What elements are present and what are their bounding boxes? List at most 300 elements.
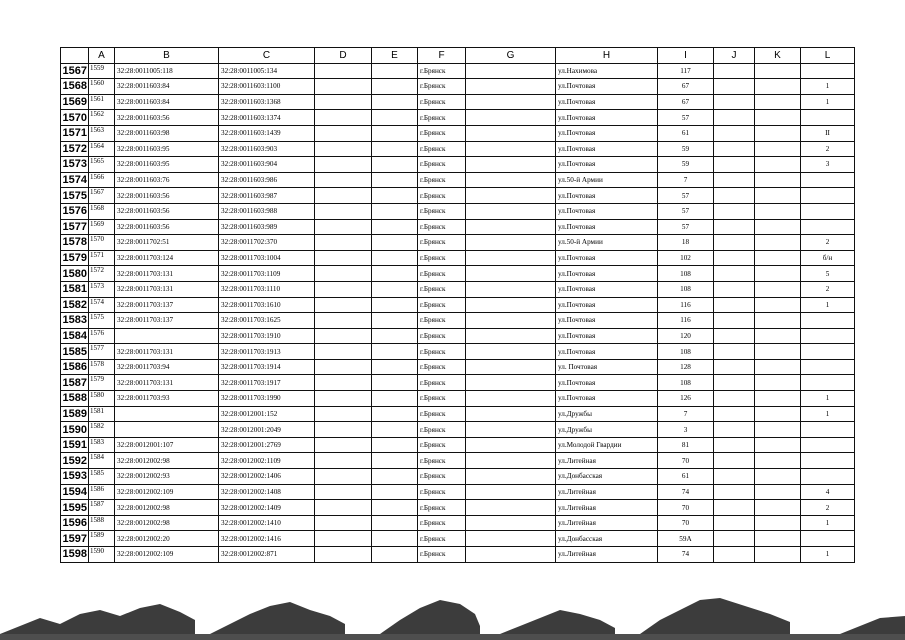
- cell-a[interactable]: 1572: [89, 266, 115, 282]
- cell-d[interactable]: [315, 375, 372, 391]
- row-number[interactable]: 1578: [61, 235, 89, 251]
- cell-b[interactable]: 32:28:0012002:109: [115, 484, 219, 500]
- cell-a[interactable]: 1568: [89, 203, 115, 219]
- cell-l[interactable]: II: [801, 125, 855, 141]
- cell-c[interactable]: 32:28:0011703:1990: [219, 391, 315, 407]
- cell-k[interactable]: [755, 453, 801, 469]
- cell-h[interactable]: ул.Литейная: [556, 453, 658, 469]
- cell-a[interactable]: 1583: [89, 437, 115, 453]
- cell-j[interactable]: [714, 515, 755, 531]
- cell-k[interactable]: [755, 188, 801, 204]
- cell-d[interactable]: [315, 453, 372, 469]
- cell-d[interactable]: [315, 250, 372, 266]
- cell-i[interactable]: 57: [658, 188, 714, 204]
- cell-i[interactable]: 67: [658, 79, 714, 95]
- cell-b[interactable]: [115, 406, 219, 422]
- cell-a[interactable]: 1567: [89, 188, 115, 204]
- cell-l[interactable]: [801, 110, 855, 126]
- cell-h[interactable]: ул.Почтовая: [556, 203, 658, 219]
- row-number[interactable]: 1598: [61, 547, 89, 563]
- cell-a[interactable]: 1569: [89, 219, 115, 235]
- row-number[interactable]: 1568: [61, 79, 89, 95]
- cell-e[interactable]: [372, 266, 418, 282]
- cell-k[interactable]: [755, 328, 801, 344]
- cell-a[interactable]: 1585: [89, 469, 115, 485]
- cell-e[interactable]: [372, 219, 418, 235]
- cell-f[interactable]: г.Брянск: [418, 266, 466, 282]
- cell-a[interactable]: 1573: [89, 281, 115, 297]
- cell-g[interactable]: [466, 515, 556, 531]
- cell-e[interactable]: [372, 94, 418, 110]
- cell-a[interactable]: 1566: [89, 172, 115, 188]
- cell-l[interactable]: 5: [801, 266, 855, 282]
- cell-j[interactable]: [714, 63, 755, 79]
- cell-i[interactable]: 108: [658, 344, 714, 360]
- cell-a[interactable]: 1564: [89, 141, 115, 157]
- cell-j[interactable]: [714, 437, 755, 453]
- cell-h[interactable]: ул.Литейная: [556, 500, 658, 516]
- cell-e[interactable]: [372, 406, 418, 422]
- cell-f[interactable]: г.Брянск: [418, 297, 466, 313]
- cell-b[interactable]: 32:28:0011603:84: [115, 94, 219, 110]
- row-number[interactable]: 1582: [61, 297, 89, 313]
- cell-e[interactable]: [372, 63, 418, 79]
- cell-f[interactable]: г.Брянск: [418, 469, 466, 485]
- cell-b[interactable]: 32:28:0011603:56: [115, 110, 219, 126]
- cell-f[interactable]: г.Брянск: [418, 125, 466, 141]
- cell-h[interactable]: ул.Почтовая: [556, 281, 658, 297]
- cell-l[interactable]: 1: [801, 406, 855, 422]
- cell-c[interactable]: 32:28:0012001:2769: [219, 437, 315, 453]
- cell-b[interactable]: 32:28:0011603:98: [115, 125, 219, 141]
- row-number[interactable]: 1596: [61, 515, 89, 531]
- cell-d[interactable]: [315, 79, 372, 95]
- cell-b[interactable]: 32:28:0011603:56: [115, 188, 219, 204]
- cell-j[interactable]: [714, 500, 755, 516]
- column-header-g[interactable]: G: [466, 48, 556, 64]
- cell-i[interactable]: 70: [658, 453, 714, 469]
- cell-d[interactable]: [315, 157, 372, 173]
- cell-g[interactable]: [466, 110, 556, 126]
- cell-c[interactable]: 32:28:0011603:1368: [219, 94, 315, 110]
- cell-a[interactable]: 1576: [89, 328, 115, 344]
- cell-a[interactable]: 1578: [89, 359, 115, 375]
- cell-k[interactable]: [755, 313, 801, 329]
- cell-c[interactable]: 32:28:0011703:1910: [219, 328, 315, 344]
- cell-f[interactable]: г.Брянск: [418, 281, 466, 297]
- row-number[interactable]: 1593: [61, 469, 89, 485]
- cell-g[interactable]: [466, 547, 556, 563]
- column-header-j[interactable]: J: [714, 48, 755, 64]
- cell-g[interactable]: [466, 344, 556, 360]
- cell-j[interactable]: [714, 422, 755, 438]
- cell-j[interactable]: [714, 344, 755, 360]
- cell-c[interactable]: 32:28:0012001:152: [219, 406, 315, 422]
- cell-h[interactable]: ул.Почтовая: [556, 313, 658, 329]
- cell-j[interactable]: [714, 547, 755, 563]
- cell-b[interactable]: 32:28:0011703:131: [115, 344, 219, 360]
- cell-i[interactable]: 61: [658, 469, 714, 485]
- cell-f[interactable]: г.Брянск: [418, 515, 466, 531]
- cell-k[interactable]: [755, 172, 801, 188]
- cell-g[interactable]: [466, 313, 556, 329]
- cell-f[interactable]: г.Брянск: [418, 422, 466, 438]
- cell-e[interactable]: [372, 79, 418, 95]
- cell-c[interactable]: 32:28:0011703:1914: [219, 359, 315, 375]
- cell-l[interactable]: [801, 219, 855, 235]
- cell-g[interactable]: [466, 63, 556, 79]
- cell-k[interactable]: [755, 281, 801, 297]
- cell-k[interactable]: [755, 500, 801, 516]
- cell-c[interactable]: 32:28:0011603:987: [219, 188, 315, 204]
- cell-e[interactable]: [372, 547, 418, 563]
- row-number[interactable]: 1585: [61, 344, 89, 360]
- cell-b[interactable]: 32:28:0011703:131: [115, 266, 219, 282]
- cell-k[interactable]: [755, 406, 801, 422]
- cell-j[interactable]: [714, 219, 755, 235]
- cell-a[interactable]: 1565: [89, 157, 115, 173]
- cell-j[interactable]: [714, 203, 755, 219]
- cell-e[interactable]: [372, 125, 418, 141]
- cell-h[interactable]: ул.Почтовая: [556, 94, 658, 110]
- cell-a[interactable]: 1580: [89, 391, 115, 407]
- cell-i[interactable]: 108: [658, 375, 714, 391]
- cell-e[interactable]: [372, 375, 418, 391]
- cell-f[interactable]: г.Брянск: [418, 141, 466, 157]
- cell-b[interactable]: 32:28:0012002:20: [115, 531, 219, 547]
- cell-b[interactable]: 32:28:0011603:95: [115, 157, 219, 173]
- cell-c[interactable]: 32:28:0011603:986: [219, 172, 315, 188]
- cell-j[interactable]: [714, 328, 755, 344]
- cell-b[interactable]: 32:28:0011603:76: [115, 172, 219, 188]
- cell-i[interactable]: 59А: [658, 531, 714, 547]
- cell-h[interactable]: ул.Донбасская: [556, 531, 658, 547]
- cell-d[interactable]: [315, 515, 372, 531]
- cell-e[interactable]: [372, 422, 418, 438]
- cell-h[interactable]: ул.50-й Армии: [556, 172, 658, 188]
- cell-e[interactable]: [372, 188, 418, 204]
- cell-l[interactable]: [801, 453, 855, 469]
- cell-l[interactable]: 1: [801, 391, 855, 407]
- cell-k[interactable]: [755, 375, 801, 391]
- cell-h[interactable]: ул.Литейная: [556, 484, 658, 500]
- cell-e[interactable]: [372, 281, 418, 297]
- cell-d[interactable]: [315, 547, 372, 563]
- cell-f[interactable]: г.Брянск: [418, 188, 466, 204]
- cell-g[interactable]: [466, 359, 556, 375]
- cell-d[interactable]: [315, 172, 372, 188]
- cell-d[interactable]: [315, 110, 372, 126]
- cell-h[interactable]: ул.Почтовая: [556, 125, 658, 141]
- row-number[interactable]: 1583: [61, 313, 89, 329]
- cell-i[interactable]: 70: [658, 515, 714, 531]
- cell-j[interactable]: [714, 94, 755, 110]
- cell-i[interactable]: 128: [658, 359, 714, 375]
- cell-e[interactable]: [372, 297, 418, 313]
- column-header-k[interactable]: K: [755, 48, 801, 64]
- cell-l[interactable]: 1: [801, 547, 855, 563]
- row-number[interactable]: 1586: [61, 359, 89, 375]
- cell-i[interactable]: 67: [658, 94, 714, 110]
- cell-h[interactable]: ул.Почтовая: [556, 141, 658, 157]
- cell-b[interactable]: 32:28:0011703:137: [115, 313, 219, 329]
- cell-c[interactable]: 32:28:0012002:1406: [219, 469, 315, 485]
- cell-j[interactable]: [714, 297, 755, 313]
- cell-k[interactable]: [755, 359, 801, 375]
- row-number[interactable]: 1576: [61, 203, 89, 219]
- cell-j[interactable]: [714, 188, 755, 204]
- cell-b[interactable]: 32:28:0012002:98: [115, 453, 219, 469]
- cell-l[interactable]: [801, 531, 855, 547]
- cell-h[interactable]: ул.Почтовая: [556, 297, 658, 313]
- cell-f[interactable]: г.Брянск: [418, 500, 466, 516]
- cell-c[interactable]: 32:28:0012002:871: [219, 547, 315, 563]
- cell-e[interactable]: [372, 313, 418, 329]
- cell-b[interactable]: 32:28:0011702:51: [115, 235, 219, 251]
- cell-d[interactable]: [315, 500, 372, 516]
- cell-e[interactable]: [372, 172, 418, 188]
- row-number[interactable]: 1594: [61, 484, 89, 500]
- cell-k[interactable]: [755, 344, 801, 360]
- cell-h[interactable]: ул.Почтовая: [556, 188, 658, 204]
- cell-g[interactable]: [466, 500, 556, 516]
- cell-k[interactable]: [755, 157, 801, 173]
- cell-h[interactable]: ул.Почтовая: [556, 110, 658, 126]
- cell-f[interactable]: г.Брянск: [418, 63, 466, 79]
- cell-e[interactable]: [372, 469, 418, 485]
- cell-l[interactable]: 1: [801, 94, 855, 110]
- cell-h[interactable]: ул.Почтовая: [556, 157, 658, 173]
- cell-c[interactable]: 32:28:0011603:1374: [219, 110, 315, 126]
- cell-a[interactable]: 1588: [89, 515, 115, 531]
- cell-d[interactable]: [315, 235, 372, 251]
- cell-h[interactable]: ул.Почтовая: [556, 266, 658, 282]
- cell-d[interactable]: [315, 313, 372, 329]
- cell-i[interactable]: 57: [658, 203, 714, 219]
- cell-j[interactable]: [714, 79, 755, 95]
- cell-a[interactable]: 1570: [89, 235, 115, 251]
- cell-k[interactable]: [755, 297, 801, 313]
- cell-l[interactable]: [801, 328, 855, 344]
- cell-j[interactable]: [714, 453, 755, 469]
- cell-k[interactable]: [755, 266, 801, 282]
- cell-j[interactable]: [714, 141, 755, 157]
- cell-i[interactable]: 18: [658, 235, 714, 251]
- cell-g[interactable]: [466, 125, 556, 141]
- cell-d[interactable]: [315, 94, 372, 110]
- cell-f[interactable]: г.Брянск: [418, 79, 466, 95]
- cell-k[interactable]: [755, 219, 801, 235]
- cell-h[interactable]: ул.Почтовая: [556, 391, 658, 407]
- cell-k[interactable]: [755, 391, 801, 407]
- cell-j[interactable]: [714, 406, 755, 422]
- cell-i[interactable]: 7: [658, 406, 714, 422]
- cell-f[interactable]: г.Брянск: [418, 375, 466, 391]
- cell-j[interactable]: [714, 250, 755, 266]
- cell-g[interactable]: [466, 94, 556, 110]
- cell-h[interactable]: ул.Почтовая: [556, 344, 658, 360]
- cell-b[interactable]: 32:28:0011603:56: [115, 219, 219, 235]
- cell-j[interactable]: [714, 469, 755, 485]
- cell-b[interactable]: 32:28:0011703:137: [115, 297, 219, 313]
- cell-a[interactable]: 1589: [89, 531, 115, 547]
- cell-i[interactable]: 59: [658, 141, 714, 157]
- cell-l[interactable]: 4: [801, 484, 855, 500]
- cell-g[interactable]: [466, 406, 556, 422]
- cell-b[interactable]: 32:28:0011703:124: [115, 250, 219, 266]
- cell-c[interactable]: 32:28:0011603:903: [219, 141, 315, 157]
- cell-d[interactable]: [315, 531, 372, 547]
- cell-d[interactable]: [315, 281, 372, 297]
- cell-k[interactable]: [755, 79, 801, 95]
- cell-k[interactable]: [755, 125, 801, 141]
- cell-k[interactable]: [755, 110, 801, 126]
- cell-k[interactable]: [755, 235, 801, 251]
- cell-i[interactable]: 120: [658, 328, 714, 344]
- cell-f[interactable]: г.Брянск: [418, 94, 466, 110]
- cell-e[interactable]: [372, 500, 418, 516]
- cell-b[interactable]: 32:28:0011603:56: [115, 203, 219, 219]
- cell-d[interactable]: [315, 469, 372, 485]
- cell-l[interactable]: [801, 172, 855, 188]
- cell-h[interactable]: ул.Молодой Гвардии: [556, 437, 658, 453]
- cell-g[interactable]: [466, 422, 556, 438]
- cell-l[interactable]: [801, 313, 855, 329]
- cell-f[interactable]: г.Брянск: [418, 391, 466, 407]
- cell-k[interactable]: [755, 469, 801, 485]
- cell-g[interactable]: [466, 297, 556, 313]
- cell-f[interactable]: г.Брянск: [418, 359, 466, 375]
- cell-e[interactable]: [372, 359, 418, 375]
- cell-h[interactable]: ул.Почтовая: [556, 250, 658, 266]
- cell-k[interactable]: [755, 515, 801, 531]
- cell-e[interactable]: [372, 437, 418, 453]
- cell-e[interactable]: [372, 250, 418, 266]
- cell-g[interactable]: [466, 203, 556, 219]
- cell-j[interactable]: [714, 172, 755, 188]
- cell-i[interactable]: 7: [658, 172, 714, 188]
- cell-a[interactable]: 1590: [89, 547, 115, 563]
- cell-g[interactable]: [466, 328, 556, 344]
- cell-d[interactable]: [315, 406, 372, 422]
- cell-h[interactable]: ул.Почтовая: [556, 79, 658, 95]
- cell-b[interactable]: 32:28:0012001:107: [115, 437, 219, 453]
- cell-j[interactable]: [714, 313, 755, 329]
- cell-e[interactable]: [372, 110, 418, 126]
- cell-c[interactable]: 32:28:0011703:1917: [219, 375, 315, 391]
- cell-c[interactable]: 32:28:0012001:2049: [219, 422, 315, 438]
- cell-b[interactable]: 32:28:0012002:98: [115, 500, 219, 516]
- cell-g[interactable]: [466, 281, 556, 297]
- cell-b[interactable]: [115, 328, 219, 344]
- cell-k[interactable]: [755, 547, 801, 563]
- cell-l[interactable]: [801, 63, 855, 79]
- cell-c[interactable]: 32:28:0011603:904: [219, 157, 315, 173]
- cell-g[interactable]: [466, 531, 556, 547]
- cell-f[interactable]: г.Брянск: [418, 453, 466, 469]
- cell-d[interactable]: [315, 437, 372, 453]
- row-number[interactable]: 1595: [61, 500, 89, 516]
- cell-k[interactable]: [755, 484, 801, 500]
- cell-h[interactable]: ул.50-й Армии: [556, 235, 658, 251]
- row-number[interactable]: 1575: [61, 188, 89, 204]
- cell-f[interactable]: г.Брянск: [418, 328, 466, 344]
- cell-j[interactable]: [714, 125, 755, 141]
- cell-g[interactable]: [466, 172, 556, 188]
- cell-d[interactable]: [315, 219, 372, 235]
- cell-g[interactable]: [466, 375, 556, 391]
- cell-c[interactable]: 32:28:0012002:1409: [219, 500, 315, 516]
- cell-g[interactable]: [466, 484, 556, 500]
- cell-i[interactable]: 117: [658, 63, 714, 79]
- cell-d[interactable]: [315, 125, 372, 141]
- cell-c[interactable]: 32:28:0011703:1610: [219, 297, 315, 313]
- cell-c[interactable]: 32:28:0012002:1408: [219, 484, 315, 500]
- cell-i[interactable]: 74: [658, 484, 714, 500]
- cell-l[interactable]: [801, 375, 855, 391]
- cell-e[interactable]: [372, 157, 418, 173]
- cell-g[interactable]: [466, 437, 556, 453]
- cell-a[interactable]: 1579: [89, 375, 115, 391]
- cell-l[interactable]: 1: [801, 515, 855, 531]
- cell-j[interactable]: [714, 484, 755, 500]
- cell-i[interactable]: 59: [658, 157, 714, 173]
- column-header-l[interactable]: L: [801, 48, 855, 64]
- cell-d[interactable]: [315, 188, 372, 204]
- cell-j[interactable]: [714, 531, 755, 547]
- cell-b[interactable]: 32:28:0012002:98: [115, 515, 219, 531]
- cell-f[interactable]: г.Брянск: [418, 406, 466, 422]
- cell-e[interactable]: [372, 328, 418, 344]
- cell-d[interactable]: [315, 266, 372, 282]
- row-number[interactable]: 1571: [61, 125, 89, 141]
- cell-d[interactable]: [315, 484, 372, 500]
- cell-c[interactable]: 32:28:0011603:989: [219, 219, 315, 235]
- cell-h[interactable]: ул.Нахимова: [556, 63, 658, 79]
- cell-c[interactable]: 32:28:0011703:1109: [219, 266, 315, 282]
- cell-i[interactable]: 74: [658, 547, 714, 563]
- cell-j[interactable]: [714, 266, 755, 282]
- cell-e[interactable]: [372, 141, 418, 157]
- cell-c[interactable]: 32:28:0012002:1410: [219, 515, 315, 531]
- cell-h[interactable]: ул.Литейная: [556, 547, 658, 563]
- cell-e[interactable]: [372, 235, 418, 251]
- cell-h[interactable]: ул.Почтовая: [556, 375, 658, 391]
- cell-a[interactable]: 1577: [89, 344, 115, 360]
- cell-g[interactable]: [466, 250, 556, 266]
- cell-f[interactable]: г.Брянск: [418, 235, 466, 251]
- cell-g[interactable]: [466, 219, 556, 235]
- cell-k[interactable]: [755, 63, 801, 79]
- cell-h[interactable]: ул.Почтовая: [556, 219, 658, 235]
- column-header-a[interactable]: A: [89, 48, 115, 64]
- row-number[interactable]: 1579: [61, 250, 89, 266]
- cell-a[interactable]: 1587: [89, 500, 115, 516]
- cell-d[interactable]: [315, 344, 372, 360]
- cell-k[interactable]: [755, 141, 801, 157]
- cell-f[interactable]: г.Брянск: [418, 437, 466, 453]
- cell-i[interactable]: 116: [658, 313, 714, 329]
- cell-c[interactable]: 32:28:0011603:1100: [219, 79, 315, 95]
- cell-b[interactable]: 32:28:0011703:131: [115, 375, 219, 391]
- cell-c[interactable]: 32:28:0011703:1625: [219, 313, 315, 329]
- column-header-f[interactable]: F: [418, 48, 466, 64]
- cell-l[interactable]: [801, 359, 855, 375]
- cell-i[interactable]: 108: [658, 281, 714, 297]
- row-number[interactable]: 1587: [61, 375, 89, 391]
- cell-k[interactable]: [755, 531, 801, 547]
- cell-i[interactable]: 61: [658, 125, 714, 141]
